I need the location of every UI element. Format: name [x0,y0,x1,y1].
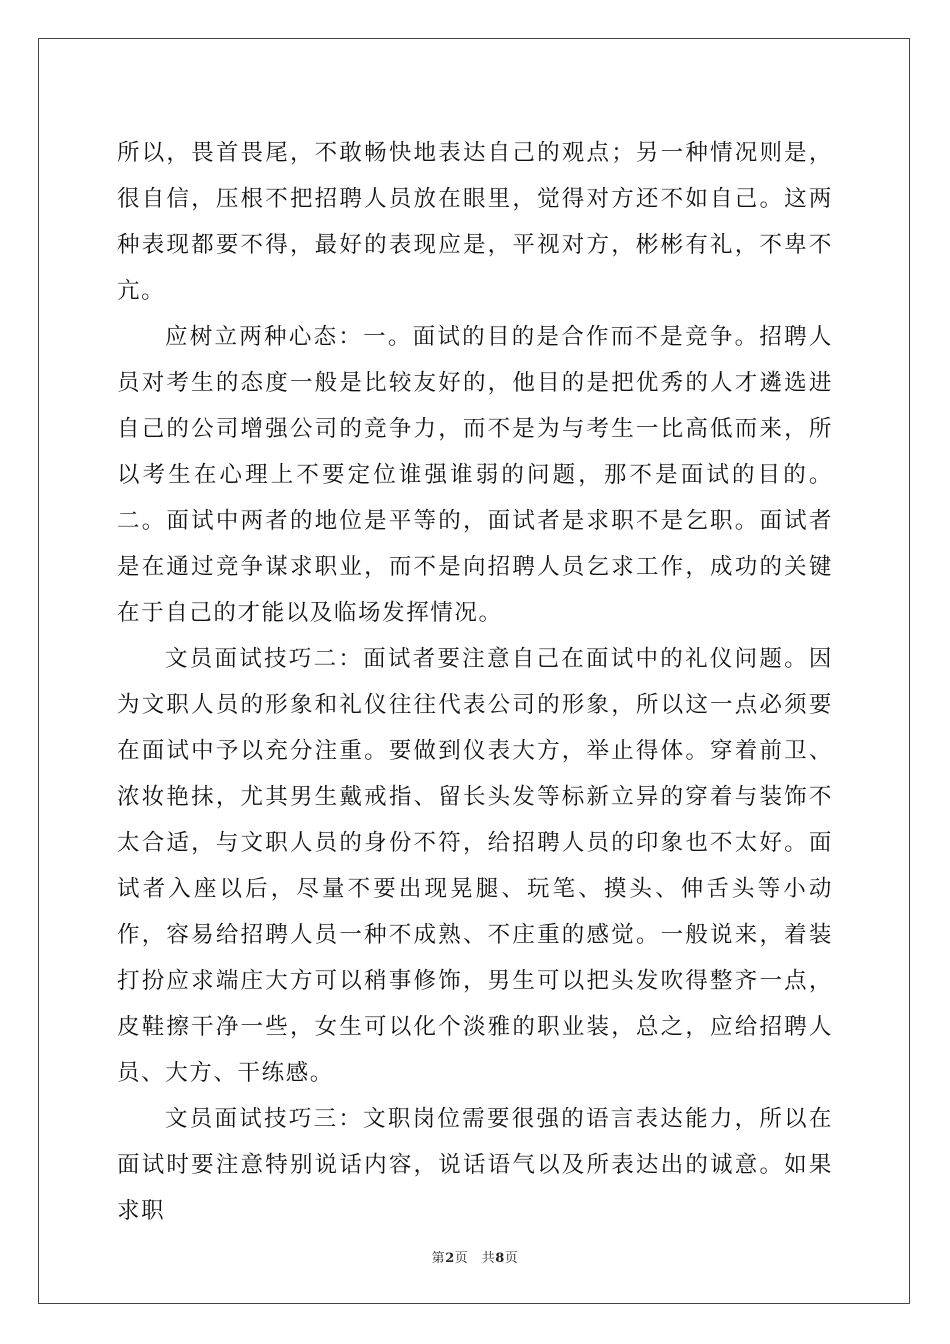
document-body [117,130,833,1234]
current-page-number: 2 [445,1251,455,1266]
paragraph-1: 所以，畏首畏尾，不敢畅快地表达自己的观点；另一种情况则是，很自信，压根不把招聘人员放在眼里，觉得对方还不如自己。这两种表现都要不得，最好的表现应是，平视对方，彬彬有礼，不卑不亢。 [117,140,833,304]
total-page-number: 8 [495,1251,505,1266]
page-footer [0,1247,950,1266]
footer-middle: 页 共 [454,1251,496,1266]
paragraph-3: 文员面试技巧二：面试者要注意自己在面试中的礼仪问题。因为文职人员的形象和礼仪往往代表公司的形象，所以这一点必须要在面试中予以充分注重。要做到仪表大方，举止得体。穿着前卫、浓妆艳抹，尤其男生戴戒指、留长头发等标新立异的穿着与装饰不太合适，与文职人员的身份不符，给招聘人员的印象也不太好。面试者入座以后，尽量不要出现晃腿、玩笔、摸头、伸舌头等小动作，容易给招聘人员一种不成熟、不庄重的感觉。一般说来，着装打扮应求端庄大方可以稍事修饰，男生可以把头发吹得整齐一点，皮鞋擦干净一些，女生可以化个淡雅的职业装，总之，应给招聘人员、大方、干练感。 [117,646,833,1086]
footer-suffix: 页 [504,1251,519,1266]
footer-prefix: 第 [431,1251,446,1266]
paragraph-2: 应树立两种心态：一。面试的目的是合作而不是竞争。招聘人员对考生的态度一般是比较友好的，他目的是把优秀的人才遴选进自己的公司增强公司的竞争力，而不是为与考生一比高低而来，所以考生在心理上不要定位谁强谁弱的问题，那不是面试的目的。二。面试中两者的地位是平等的，面试者是求职不是乞职。面试者是在通过竞争谋求职业，而不是向招聘人员乞求工作，成功的关键在于自己的才能以及临场发挥情况。 [117,324,833,626]
paragraph-4: 文员面试技巧三：文职岗位需要很强的语言表达能力，所以在面试时要注意特别说话内容，说话语气以及所表达出的诚意。如果求职 [117,1106,833,1224]
